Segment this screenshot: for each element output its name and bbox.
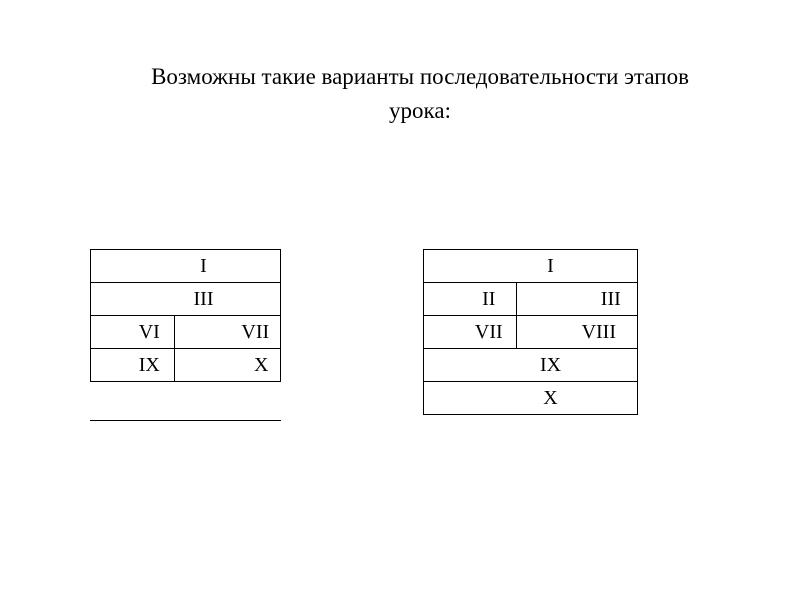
- table-row: [424, 349, 638, 382]
- stage-label: X: [254, 353, 269, 376]
- table-row: [91, 349, 281, 382]
- stage-cell: [91, 316, 175, 349]
- stage-cell: [424, 382, 638, 415]
- stage-label: III: [600, 287, 621, 310]
- table-row: [424, 316, 638, 349]
- stage-label: VI: [138, 320, 160, 343]
- stage-label: X: [543, 386, 558, 409]
- table-row: [91, 283, 281, 316]
- table-row: [424, 250, 638, 283]
- stage-label: IX: [138, 353, 160, 376]
- heading-line-1: Возможны такие варианты последовательности этапов: [151, 64, 689, 89]
- stage-label: I: [547, 254, 554, 277]
- stage-cell: [424, 250, 638, 283]
- stage-cell: [424, 349, 638, 382]
- stage-cell: [91, 283, 281, 316]
- stage-cell: [174, 349, 280, 382]
- stage-label: VII: [474, 320, 503, 343]
- stage-cell: [174, 316, 280, 349]
- table-row: [424, 283, 638, 316]
- stage-sequence-table-right: [423, 249, 638, 415]
- stage-cell: [424, 283, 517, 316]
- stage-cell: [424, 316, 517, 349]
- stage-label: VII: [241, 320, 270, 343]
- stage-cell: [91, 250, 281, 283]
- table-row: [91, 316, 281, 349]
- stage-cell: [516, 283, 637, 316]
- heading-line-2: урока:: [389, 98, 451, 123]
- bottom-rule: [90, 420, 281, 421]
- stage-cell: [516, 316, 637, 349]
- stage-label: IX: [539, 353, 562, 376]
- table-row: [424, 382, 638, 415]
- stage-sequence-table-left: [90, 249, 281, 382]
- table-row: [91, 250, 281, 283]
- stage-label: VIII: [581, 320, 616, 343]
- stage-label: III: [193, 287, 214, 310]
- stage-label: II: [482, 287, 496, 310]
- stage-cell: [91, 349, 175, 382]
- stage-label: I: [200, 254, 207, 277]
- slide-heading: [80, 60, 760, 128]
